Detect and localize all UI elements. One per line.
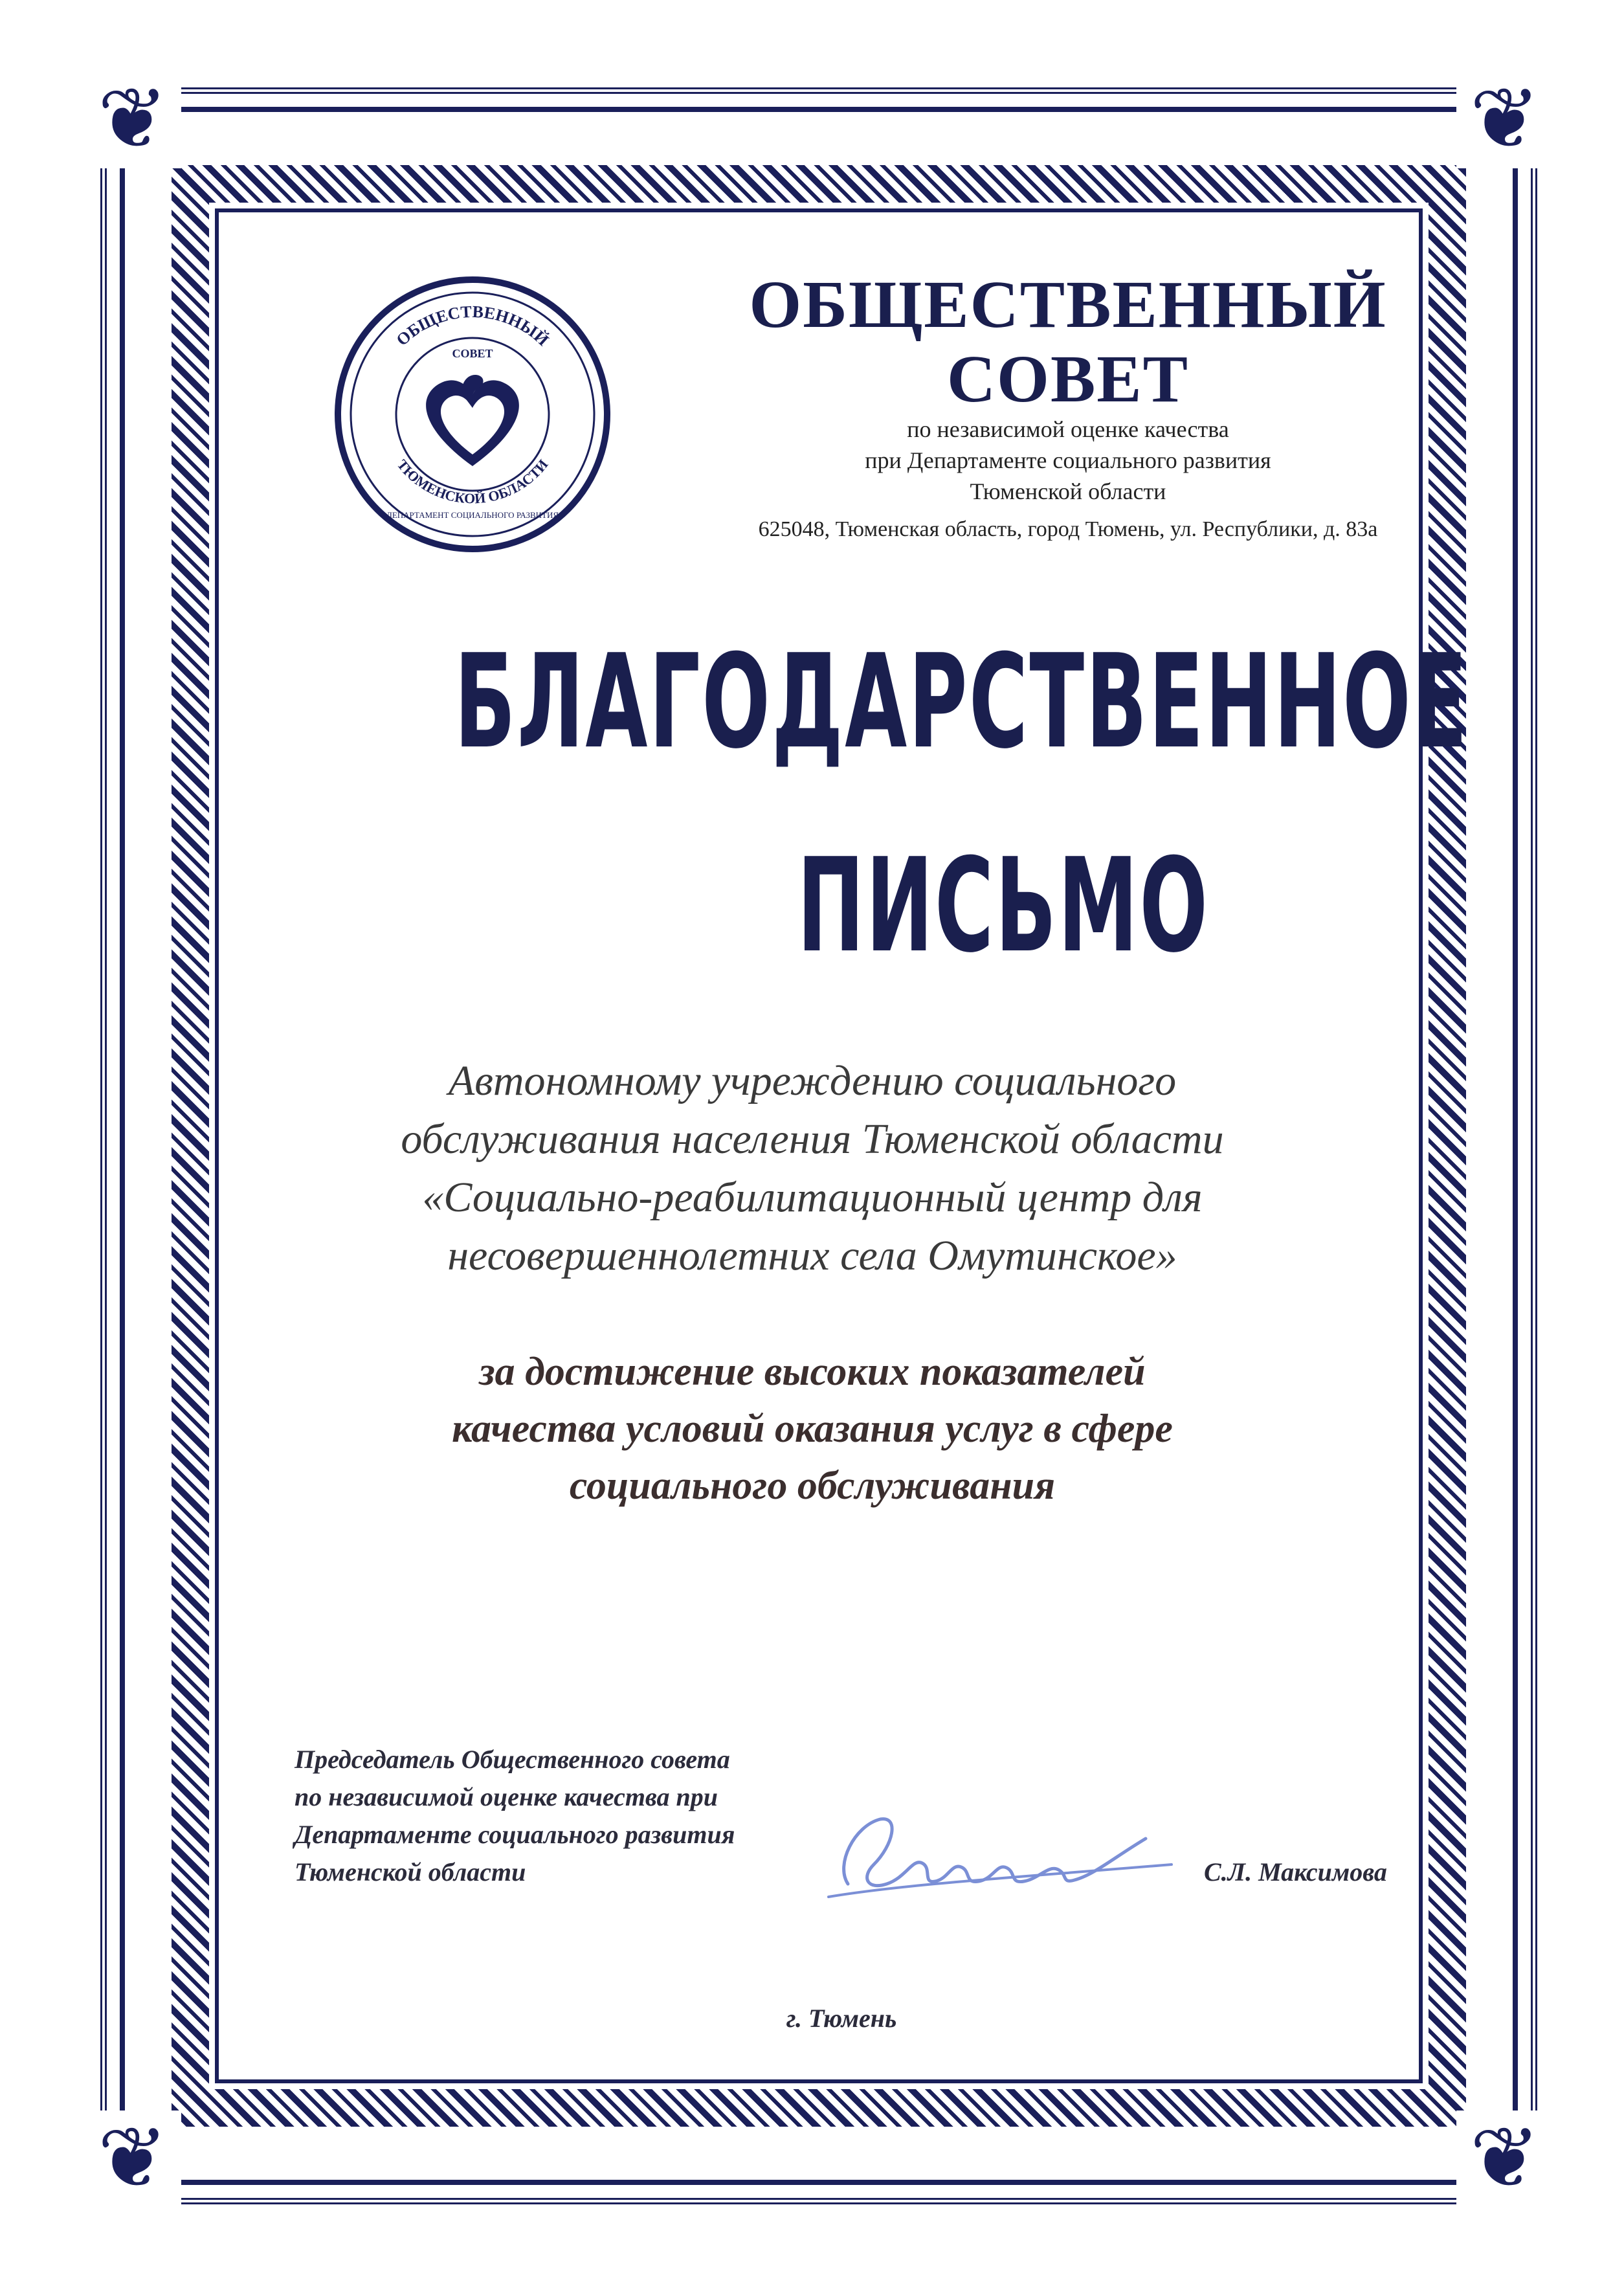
handwritten-signature xyxy=(809,1787,1197,1916)
council-emblem-logo xyxy=(330,272,615,557)
reason-line3: социального обслуживания xyxy=(569,1464,1056,1508)
recipient-line3: «Социально-реабилитационный центр для xyxy=(422,1174,1203,1221)
council-address: 625048, Тюменская область, город Тюмень, ул. Республики, д. 83а xyxy=(758,517,1378,541)
city-footer: г. Тюмень xyxy=(786,2004,897,2033)
recipient-line1: Автономному учреждению социального xyxy=(448,1057,1177,1104)
signer-position-line1: Председатель Общественного совета xyxy=(295,1745,730,1774)
corner-ornament-icon: ❦ xyxy=(84,71,181,168)
svg-text:ОБЩЕСТВЕННЫЙ xyxy=(393,302,553,350)
corner-ornament-icon: ❦ xyxy=(84,2110,181,2208)
corner-ornament-icon: ❦ xyxy=(1456,2110,1553,2208)
reason-line1: за достижение высоких показателей xyxy=(479,1350,1146,1394)
signer-position-line4: Тюменской области xyxy=(295,1857,526,1887)
council-title-line2: СОВЕТ xyxy=(946,342,1190,416)
letter-title-line1: БЛАГОДАРСТВЕННОЕ xyxy=(454,627,1469,778)
corner-ornament-icon: ❦ xyxy=(1456,71,1553,168)
signer-name: С.Л. Максимова xyxy=(1204,1857,1387,1887)
recipient-line4: несовершеннолетних села Омутинское» xyxy=(447,1232,1177,1279)
signer-position-line3: Департаменте социального развития xyxy=(295,1820,735,1849)
emblem-ring-top-text: ОБЩЕСТВЕННЫЙ xyxy=(392,302,553,350)
reason-line2: качества условий оказания услуг в сфере xyxy=(452,1407,1173,1451)
emblem-ring-bottom-text: ТЮМЕНСКОЙ ОБЛАСТИ xyxy=(394,456,551,507)
letter-title-line2: ПИСЬМО xyxy=(797,831,1210,981)
signer-position-line2: по независимой оценке качества при xyxy=(295,1782,718,1811)
emblem-dept-text: ДЕПАРТАМЕНТ СОЦИАЛЬНОГО РАЗВИТИЯ xyxy=(386,510,559,520)
council-subtitle-line1: по независимой оценке качества xyxy=(907,416,1229,442)
council-title-line1: ОБЩЕСТВЕННЫЙ xyxy=(749,267,1387,342)
emblem-sub-text: СОВЕТ xyxy=(452,347,493,360)
recipient-line2: обслуживания населения Тюменской области xyxy=(401,1115,1224,1163)
council-subtitle-line2: при Департаменте социального развития xyxy=(865,447,1271,473)
council-subtitle-line3: Тюменской области xyxy=(970,478,1166,504)
